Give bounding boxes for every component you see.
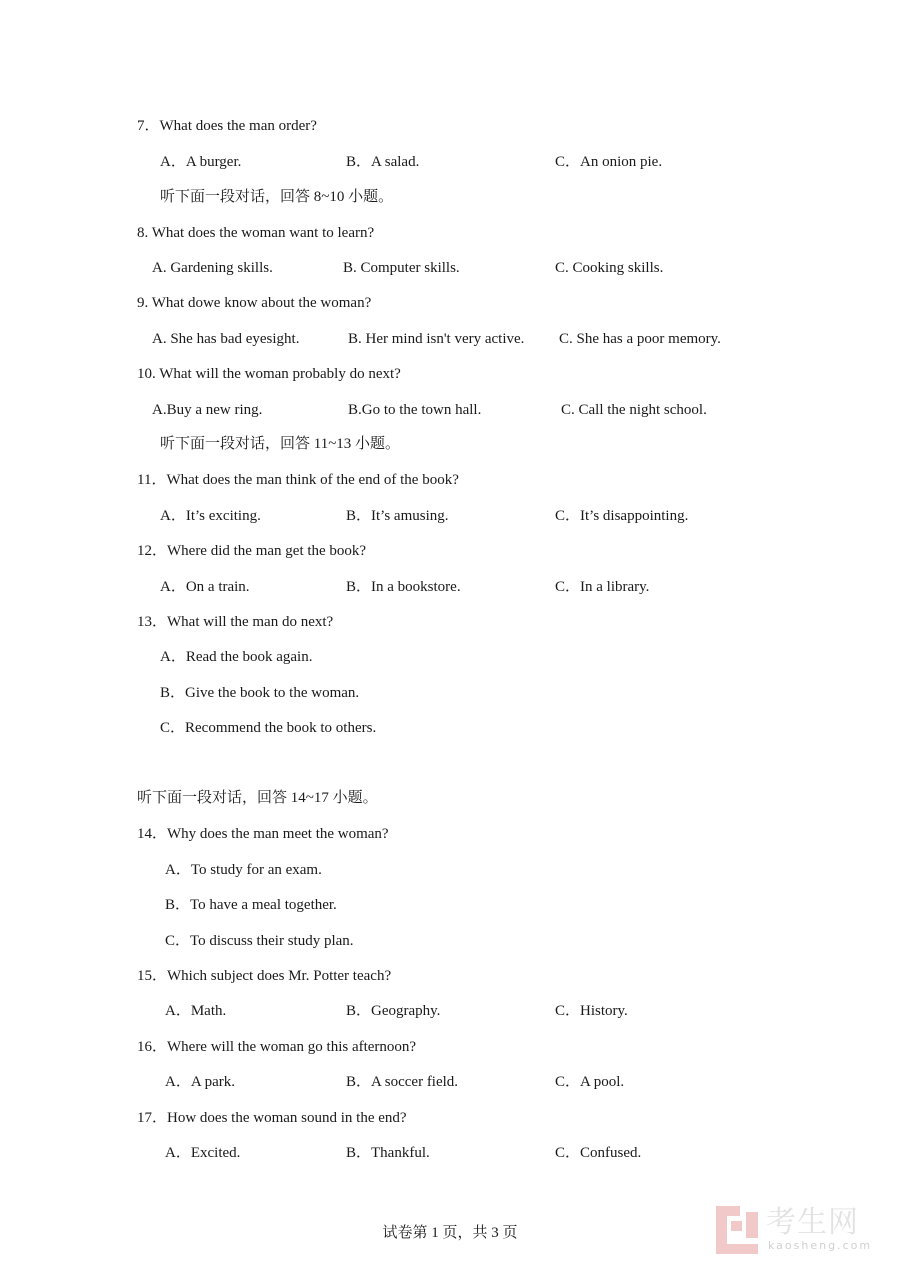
option-a: A．Excited. xyxy=(165,1145,241,1161)
section-instruction: 听下面一段对话，回答 8~10 小题。 xyxy=(160,189,394,205)
option-a: A．Math. xyxy=(165,1003,227,1019)
question-stem: 14．Why does the man meet the woman? xyxy=(137,826,389,842)
question-stem: 10. What will the woman probably do next? xyxy=(137,366,401,382)
option-a: A．Read the book again. xyxy=(160,649,313,665)
question-stem: 15．Which subject does Mr. Potter teach? xyxy=(137,968,392,984)
option-b: B．A salad. xyxy=(346,154,420,170)
option-c: C．It’s disappointing. xyxy=(555,508,689,524)
option-b: B．In a bookstore. xyxy=(346,579,461,595)
question-stem: 12．Where did the man get the book? xyxy=(137,543,367,559)
option-b: B. Computer skills. xyxy=(343,260,460,276)
option-c: C．Recommend the book to others. xyxy=(160,720,377,736)
question-stem: 9. What dowe know about the woman? xyxy=(137,295,372,311)
option-c: C．Confused. xyxy=(555,1145,642,1161)
option-a: A．A burger. xyxy=(160,154,242,170)
question-stem: 16．Where will the woman go this afternoon? xyxy=(137,1039,417,1055)
option-a: A．To study for an exam. xyxy=(165,862,322,878)
page-footer: 试卷第 1 页，共 3 页 xyxy=(382,1225,518,1241)
question-stem: 8. What does the woman want to learn? xyxy=(137,225,375,241)
option-a: A．A park. xyxy=(165,1074,235,1090)
option-c: C. Call the night school. xyxy=(561,402,707,418)
option-b: B. Her mind isn't very active. xyxy=(348,331,525,347)
logo-mark-icon xyxy=(716,1206,758,1254)
option-a: A.Buy a new ring. xyxy=(152,402,263,418)
option-c: C．To discuss their study plan. xyxy=(165,933,354,949)
section-instruction: 听下面一段对话，回答 11~13 小题。 xyxy=(160,436,401,452)
question-stem: 11．What does the man think of the end of the book? xyxy=(137,472,459,488)
option-a: A．On a train. xyxy=(160,579,250,595)
option-a: A．It’s exciting. xyxy=(160,508,261,524)
option-c: C．History. xyxy=(555,1003,628,1019)
option-a: A. She has bad eyesight. xyxy=(152,331,300,347)
watermark-logo xyxy=(716,1206,878,1256)
question-stem: 7．What does the man order? xyxy=(137,118,317,134)
option-c: C. She has a poor memory. xyxy=(559,331,721,347)
option-b: B．It’s amusing. xyxy=(346,508,449,524)
option-b: B.Go to the town hall. xyxy=(348,402,482,418)
option-b: B．Give the book to the woman. xyxy=(160,685,360,701)
option-c: C. Cooking skills. xyxy=(555,260,664,276)
option-c: C．An onion pie. xyxy=(555,154,663,170)
section-instruction: 听下面一段对话，回答 14~17 小题。 xyxy=(137,790,378,806)
option-c: C．In a library. xyxy=(555,579,650,595)
watermark-url: kaosheng.com xyxy=(768,1239,873,1252)
watermark-title: 考生网 xyxy=(766,1205,859,1240)
question-stem: 17．How does the woman sound in the end? xyxy=(137,1110,407,1126)
option-b: B．To have a meal together. xyxy=(165,897,337,913)
question-stem: 13．What will the man do next? xyxy=(137,614,334,630)
option-a: A. Gardening skills. xyxy=(152,260,273,276)
option-b: B．Thankful. xyxy=(346,1145,430,1161)
option-b: B．Geography. xyxy=(346,1003,441,1019)
option-c: C．A pool. xyxy=(555,1074,625,1090)
option-b: B．A soccer field. xyxy=(346,1074,459,1090)
